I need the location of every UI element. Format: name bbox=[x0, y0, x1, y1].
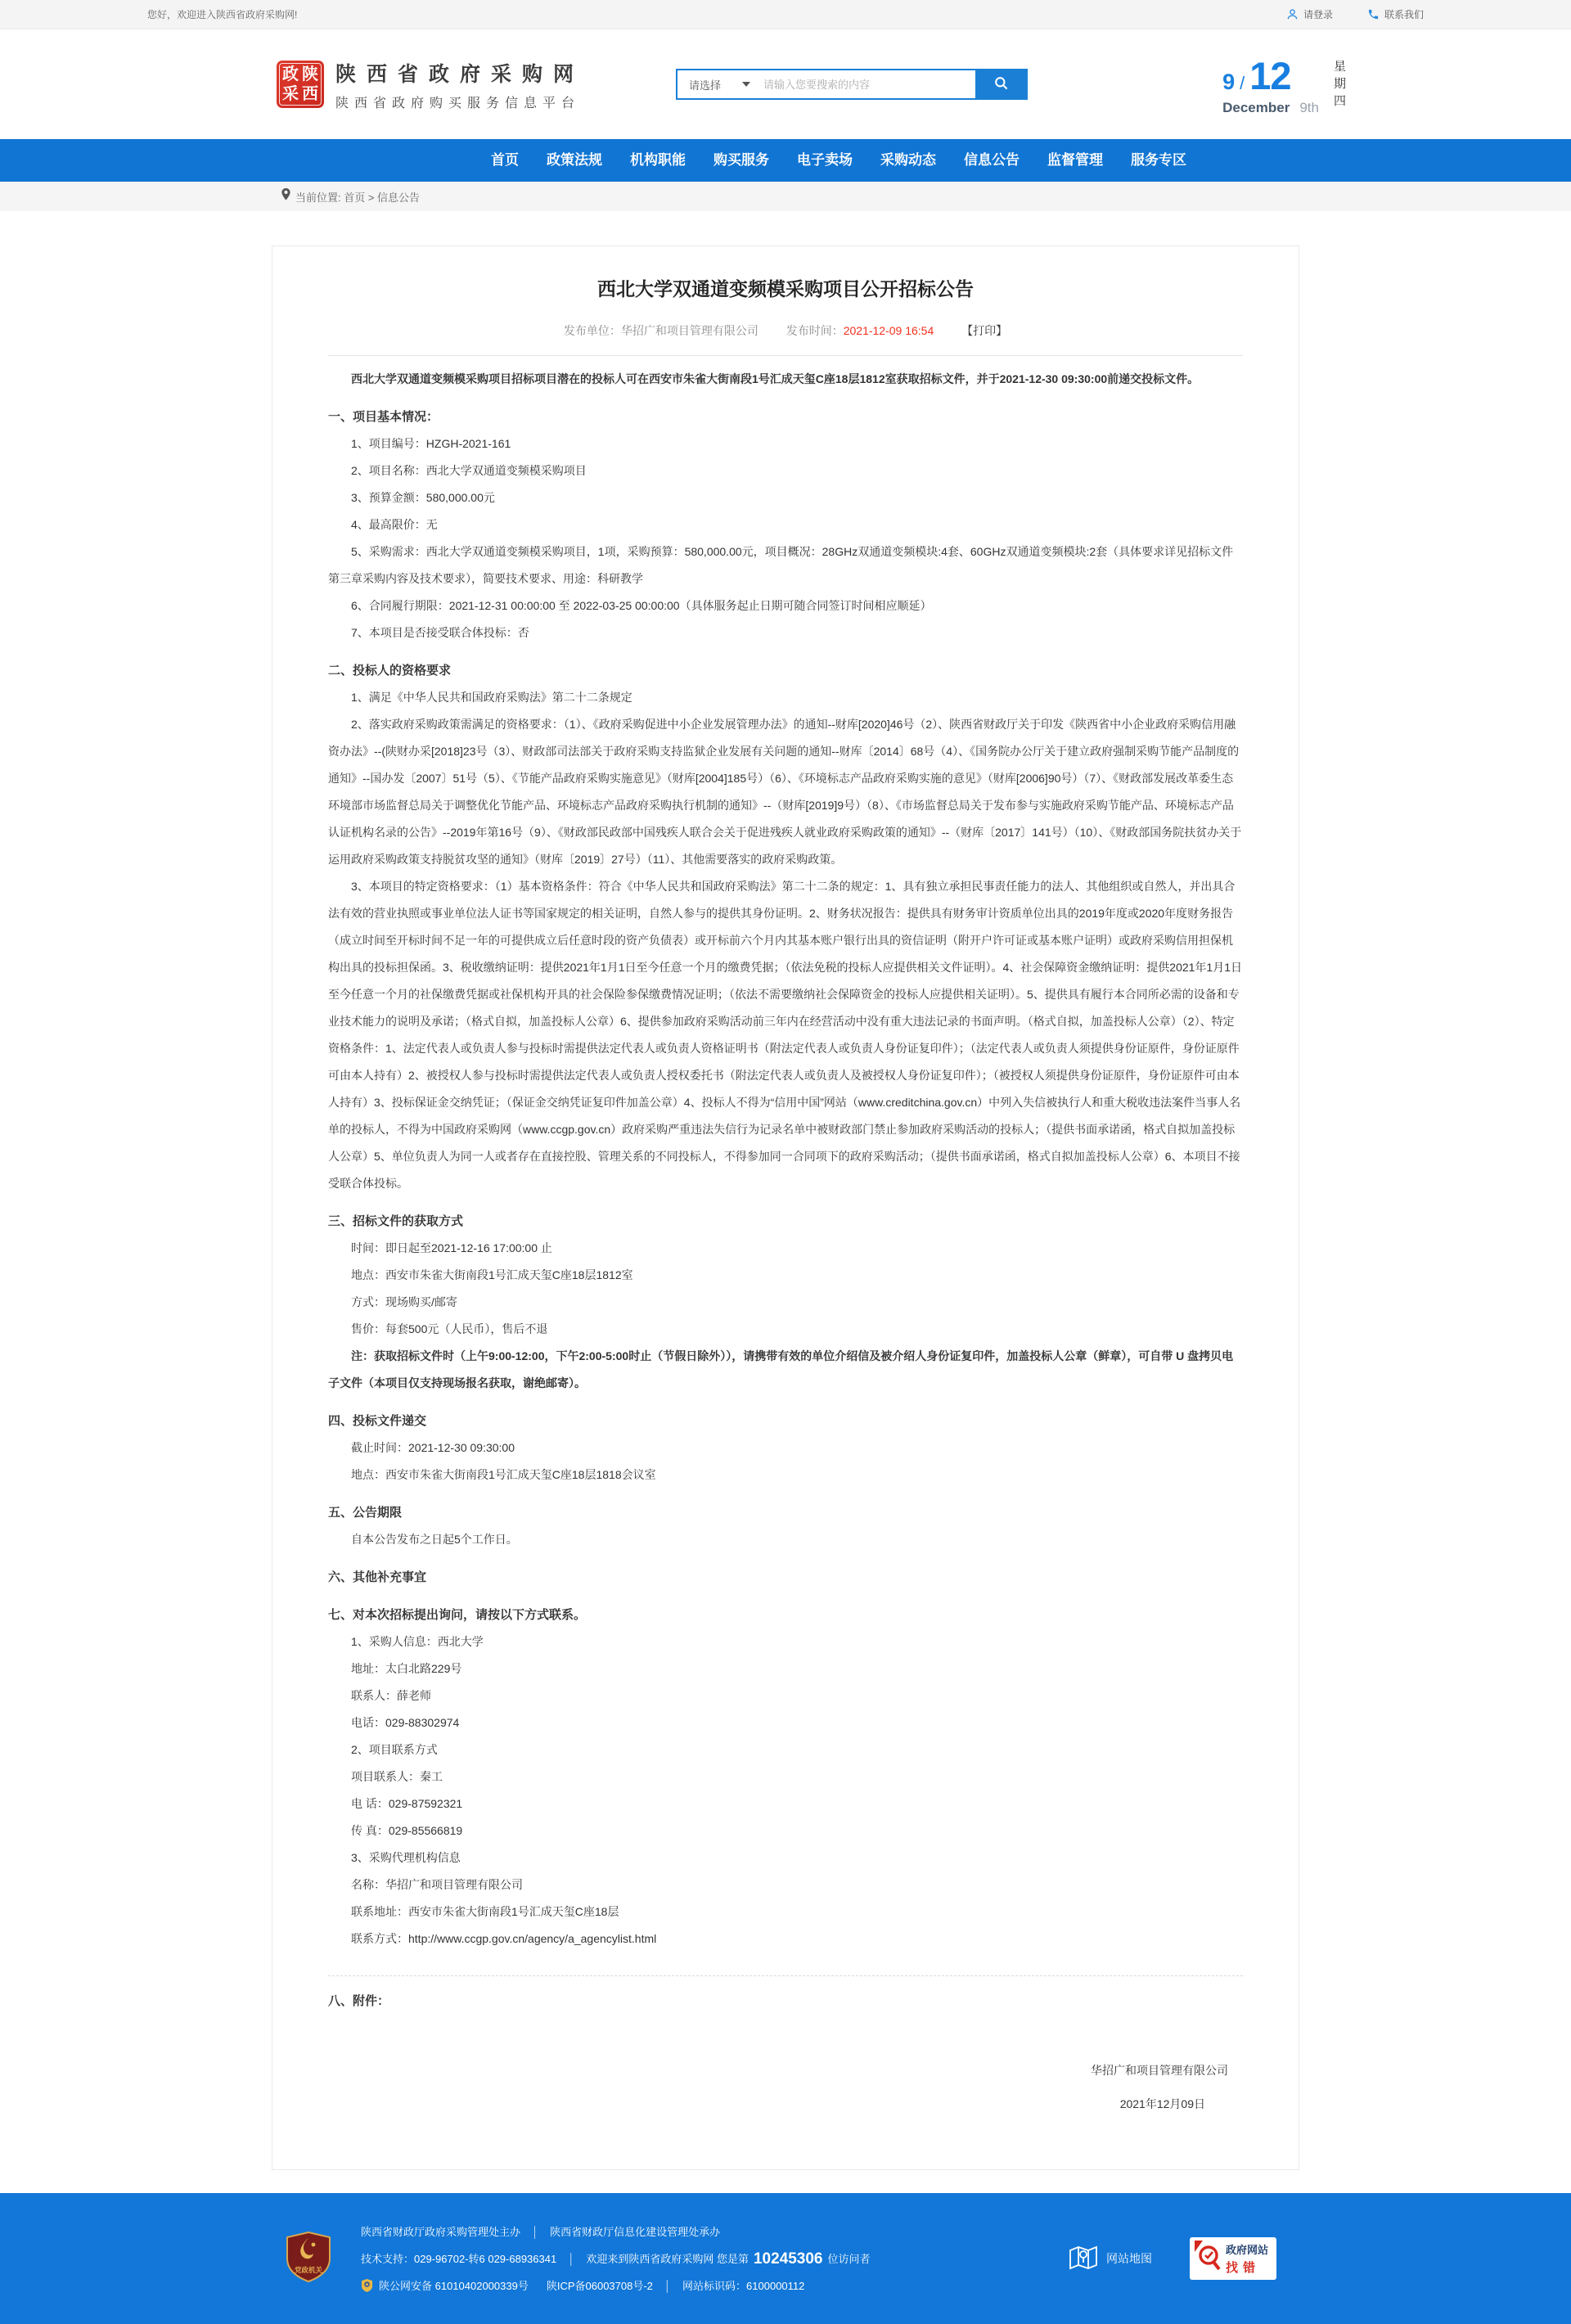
footer-tech-support: 技术支持：029-96702-转6 029-68936341 bbox=[361, 2252, 557, 2265]
site-name: 陕西省政府采购网 bbox=[335, 62, 585, 86]
weekday-char: 期 bbox=[1333, 76, 1346, 91]
sitemap-icon bbox=[1069, 2244, 1098, 2274]
weekday-label bbox=[1334, 53, 1346, 110]
sitemap-label: 网站地图 bbox=[1106, 2252, 1152, 2265]
logo-char: 陕 bbox=[302, 65, 318, 83]
nav-item[interactable]: 监督管理 bbox=[1047, 152, 1103, 168]
section-heading: 一、项目基本情况： bbox=[328, 410, 439, 424]
welcome-text: 您好，欢迎进入陕西省政府采购网! bbox=[147, 9, 298, 20]
date-day-num: 12 bbox=[1249, 53, 1291, 97]
footer-separator: │ bbox=[664, 2279, 672, 2292]
breadcrumb[interactable]: 当前位置: 首页 > 信息公告 bbox=[295, 191, 421, 204]
footer-separator: │ bbox=[568, 2252, 575, 2265]
weekday-char: 星 bbox=[1333, 59, 1346, 74]
error-report-icon bbox=[1195, 2241, 1222, 2277]
footer-visitor-text: 欢迎来到陕西省政府采购网 您是第 bbox=[586, 2252, 749, 2265]
chevron-down-icon bbox=[742, 82, 750, 87]
body-paragraph: 名称：华招广和项目管理有限公司 bbox=[351, 1878, 523, 1891]
nav-item[interactable]: 采购动态 bbox=[880, 152, 936, 168]
body-paragraph: 1、项目编号：HZGH-2021-161 bbox=[351, 437, 511, 450]
error-badge-sub: 找错 bbox=[1226, 2261, 1261, 2275]
logo-char: 西 bbox=[302, 85, 318, 103]
publish-time-value: 2021-12-09 16:54 bbox=[843, 324, 934, 337]
nav-item[interactable]: 服务专区 bbox=[1131, 152, 1186, 168]
attachment-divider bbox=[328, 1975, 1243, 1976]
section-heading: 七、对本次招标提出询问，请按以下方式联系。 bbox=[328, 1608, 587, 1622]
site-error-report-badge[interactable] bbox=[1190, 2237, 1276, 2280]
body-paragraph: 5、采购需求：西北大学双通道变频模采购项目，1项，采购预算：580,000.00元，项目概况：28GHz双通道变频模块:4套、60GHz双通道变频模块:2套（具体要求详见招标文件第三章采购内容及技术要求），简要技术要求、用途：科研教学 bbox=[328, 545, 1234, 585]
search-input[interactable] bbox=[760, 70, 975, 98]
weekday-char: 四 bbox=[1333, 93, 1346, 108]
nav-item[interactable]: 机构职能 bbox=[630, 152, 686, 168]
login-label: 请登录 bbox=[1303, 9, 1333, 20]
contact-label: 联系我们 bbox=[1384, 9, 1424, 20]
site-footer bbox=[0, 2193, 1571, 2324]
visitor-count: 10245306 bbox=[753, 2250, 823, 2268]
logo-char: 采 bbox=[282, 85, 299, 103]
nav-item[interactable]: 信息公告 bbox=[964, 152, 1020, 168]
error-badge-title: 政府网站 bbox=[1226, 2244, 1269, 2256]
signature-company: 华招广和项目管理有限公司 bbox=[1091, 2064, 1228, 2077]
nav-item[interactable]: 首页 bbox=[491, 152, 519, 168]
intro-paragraph: 西北大学双通道变频模采购项目招标项目潜在的投标人可在西安市朱雀大街南段1号汇成天玺C座18层1812室获取招标文件，并于2021-12-30 09:30:00前递交投标文件。 bbox=[351, 372, 1200, 385]
section-heading: 六、其他补充事宜 bbox=[328, 1570, 427, 1584]
publish-time-label: 发布时间： bbox=[786, 324, 844, 337]
user-icon bbox=[1286, 8, 1299, 20]
body-paragraph: 3、本项目的特定资格要求：（1）基本资格条件：符合《中华人民共和国政府采购法》第二十二条的规定：1、具有独立承担民事责任能力的法人、其他组织或自然人，并出具合法有效的营业执照或事业单位法人证书等国家规定的相关证明，自然人参与的提供其身份证明。2、财务状况报告：提供具有财务审计资质单位出具的2019年度或2020年度财务报告（成立时间至开标时间不足一年的可提供成立后任意时段的资产负债表）或开标前六个月内其基本账户银行出具的资信证明（附开户许可证或基本账户证明）或政府采购信用担保机构出具的投标担保函。3、税收缴纳证明：提供2021年1月1日至今任意一个月的缴费凭据；（依法免税的投标人应提供相关文件证明）。4、社会保障资金缴纳证明：提供2021年1月1日至今任意一个月的社保缴费凭据或社保机构开具的社会保险参保缴费情况证明；（依法不需要缴纳社会保障资金的投标人应提供相关证明）。5、提供具有履行本合同所必需的设备和专业技术能力的说明及承诺；（格式自拟，加盖投标人公章）6、提供参加政府采购活动前三年内在经营活动中没有重大违法记录的书面声明。（格式自拟，加盖投标人公章）（2）、特定资格条件：1、法定代表人或负责人参与投标时需提供法定代表人或负责人资格证明书（附法定代表人或负责人身份证复印件）；（法定代表人或负责人须提供身份证原件，身份证原件可由本人持有）2、被授权人参与投标时需提供法定代表人或负责人授权委托书（附法定代表人或负责人及被授权人身份证复印件）；（被授权人须提供身份证原件，身份证原件可由本人持有）3、投标保证金交纳凭证；（保证金交纳凭证复印件加盖公章）4、投标人不得为“信用中国”网站（www.creditchina.gov.cn）中列入失信被执行人和重大税收违法案件当事人名单的投标人，不得为中国政府采购网（www.ccgp.gov.cn）政府采购严重违法失信行为记录名单中被财政部门禁止参加政府采购活动的投标人；（提供书面承诺函，格式自拟加盖投标人公章）5、单位负责人为同一人或者存在直接控股、管理关系的不同投标人，不得参加同一合同项下的政府采购活动；（提供书面承诺函，格式自拟加盖投标人公章）6、本项目不接受联合体投标。 bbox=[328, 880, 1243, 1190]
government-emblem-icon bbox=[285, 2232, 332, 2286]
body-paragraph: 联系地址：西安市朱雀大街南段1号汇成天玺C座18层 bbox=[351, 1905, 619, 1918]
date-month-name: December bbox=[1222, 99, 1290, 115]
main-nav bbox=[0, 139, 1571, 182]
body-paragraph: 传 真：029-85566819 bbox=[351, 1824, 463, 1837]
nav-item[interactable]: 购买服务 bbox=[713, 152, 769, 168]
footer-beian: 陕公网安备 61010402000339号 bbox=[379, 2279, 529, 2292]
phone-icon bbox=[1367, 8, 1380, 20]
footer-icp: 陕ICP备06003708号-2 bbox=[546, 2279, 653, 2292]
search-category-select[interactable] bbox=[677, 70, 760, 98]
body-paragraph: 地点：西安市朱雀大街南段1号汇成天玺C座18层1818会议室 bbox=[351, 1468, 656, 1481]
logo-char: 政 bbox=[282, 65, 299, 83]
search-button[interactable] bbox=[975, 70, 1026, 98]
search-bar bbox=[676, 69, 1028, 100]
site-subtitle: 陕西省政府购买服务信息平台 bbox=[335, 96, 581, 110]
print-button[interactable]: 【打印】 bbox=[961, 324, 1008, 337]
footer-line-2 bbox=[361, 2245, 871, 2272]
article-body bbox=[328, 366, 1243, 2118]
body-paragraph: 3、预算金额：580,000.00元 bbox=[351, 491, 495, 504]
body-paragraph: 联系人：薛老师 bbox=[351, 1689, 431, 1702]
search-icon bbox=[993, 75, 1009, 93]
body-paragraph: 3、采购代理机构信息 bbox=[351, 1851, 461, 1864]
body-paragraph: 2、项目联系方式 bbox=[351, 1743, 438, 1756]
body-paragraph: 2、项目名称：西北大学双通道变频模采购项目 bbox=[351, 464, 587, 477]
nav-item[interactable]: 电子卖场 bbox=[797, 152, 853, 168]
body-paragraph: 售价：每套500元（人民币），售后不退 bbox=[351, 1322, 548, 1335]
top-bar bbox=[0, 0, 1571, 29]
site-header bbox=[0, 29, 1571, 139]
login-link[interactable] bbox=[1286, 7, 1333, 21]
body-paragraph: 项目联系人：秦工 bbox=[351, 1770, 443, 1783]
body-paragraph: 地址：太白北路229号 bbox=[351, 1662, 462, 1675]
breadcrumb-bar bbox=[0, 182, 1571, 211]
footer-line-3 bbox=[361, 2272, 871, 2299]
divider bbox=[328, 355, 1243, 356]
section-heading: 二、投标人的资格要求 bbox=[328, 664, 452, 678]
footer-site-code: 网站标识码：6100000112 bbox=[682, 2279, 805, 2292]
location-pin-icon bbox=[281, 188, 290, 205]
section-heading: 八、附件： bbox=[328, 1994, 390, 2008]
body-paragraph: 截止时间：2021-12-30 09:30:00 bbox=[351, 1441, 515, 1454]
body-paragraph: 6、合同履行期限：2021-12-31 00:00:00 至 2022-03-25 00:00:00（具体服务起止日期可随合同签订时间相应顺延） bbox=[351, 599, 932, 612]
body-paragraph: 方式：现场购买/邮寄 bbox=[351, 1295, 457, 1308]
body-paragraph: 4、最高限价：无 bbox=[351, 518, 438, 531]
police-badge-icon bbox=[361, 2279, 373, 2292]
body-paragraph: 7、本项目是否接受联合体投标：否 bbox=[351, 626, 529, 639]
announcement-card bbox=[272, 245, 1299, 2170]
nav-item[interactable]: 政策法规 bbox=[547, 152, 602, 168]
publish-time bbox=[786, 324, 937, 337]
body-paragraph: 时间：即日起至2021-12-16 17:00:00 止 bbox=[351, 1241, 552, 1254]
signature-date: 2021年12月09日 bbox=[1119, 2097, 1205, 2110]
date-month-num: 9 bbox=[1222, 69, 1236, 94]
body-paragraph: 1、满足《中华人民共和国政府采购法》第二十二条规定 bbox=[351, 691, 632, 704]
body-paragraph: 注：获取招标文件时（上午9:00-12:00，下午2:00-5:00时止（节假日除外）），请携带有效的单位介绍信及被介绍人身份证复印件，加盖投标人公章（鲜章），可自带 U 盘拷贝电子文件（本项目仅支持现场报名获取，谢绝邮寄）。 bbox=[328, 1349, 1234, 1389]
date-widget bbox=[1222, 53, 1346, 116]
contact-link[interactable] bbox=[1367, 7, 1424, 21]
footer-visitor-tail: 位访问者 bbox=[827, 2252, 871, 2265]
section-heading: 五、公告期限 bbox=[328, 1506, 403, 1520]
page-title: 西北大学双通道变频模采购项目公开招标公告 bbox=[597, 278, 974, 300]
body-paragraph: 自本公告发布之日起5个工作日。 bbox=[351, 1533, 518, 1546]
body-paragraph: 电 话：029-87592321 bbox=[351, 1797, 463, 1810]
site-logo bbox=[277, 58, 584, 111]
svg-text:党政机关: 党政机关 bbox=[294, 2265, 323, 2274]
body-paragraph: 2、落实政府采购政策需满足的资格要求：（1）、《政府采购促进中小企业发展管理办法》的通知--财库[2020]46号（2）、陕西省财政厅关于印发《陕西省中小企业政府采购信用融资办法》--(陕财办采[2018]23号（3）、财政部司法部关于政府采购支持监狱企业发展有关问题的通知--财库〔2014〕68号（4）、《国务院办公厅关于建立政府强制采购节能产品制度的通知》--国办发〔2007〕51号（5）、《节能产品政府采购实施意见》（财库[2004]185号）（6）、《环境标志产品政府采购实施的意见》（财库[2006]90号）（7）、《财政部发展改革委生态环境部市场监督总局关于调整优化节能产品、环境标志产品政府采购执行机制的通知》--（财库[2019]9号）（8）、《市场监督总局关于发布参与实施政府采购节能产品、环境标志产品认证机构名录的公告》--2019年第16号（9）、《财政部民政部中国残疾人联合会关于促进残疾人就业政府采购政策的通知》--（财库〔2017〕141号）（10）、《财政部国务院扶贫办关于运用政府采购政策支持脱贫攻坚的通知》（财库〔2019〕27号）（11）、其他需要落实的政府采购政策。 bbox=[328, 718, 1242, 866]
date-separator: / bbox=[1240, 72, 1245, 93]
publisher-label: 发布单位：华招广和项目管理有限公司 bbox=[563, 324, 758, 337]
nav-menu bbox=[147, 139, 1424, 182]
body-paragraph: 地点：西安市朱雀大街南段1号汇成天玺C座18层1812室 bbox=[351, 1268, 633, 1281]
date-ordinal: 9th bbox=[1299, 99, 1319, 115]
body-paragraph: 电话：029-88302974 bbox=[351, 1716, 460, 1729]
logo-seal-icon bbox=[277, 61, 324, 108]
section-heading: 四、投标文件递交 bbox=[328, 1414, 427, 1428]
section-heading: 三、招标文件的获取方式 bbox=[328, 1214, 464, 1228]
article-meta bbox=[328, 322, 1243, 339]
footer-line-1 bbox=[361, 2218, 871, 2245]
footer-undertake-org: 陕西省财政厅信息化建设管理处承办 bbox=[550, 2225, 721, 2238]
footer-host-org: 陕西省财政厅政府采购管理处主办 bbox=[361, 2225, 521, 2238]
search-category-label: 请选择 bbox=[689, 79, 722, 92]
body-paragraph: 1、采购人信息：西北大学 bbox=[351, 1635, 484, 1648]
body-paragraph: 联系方式：http://www.ccgp.gov.cn/agency/a_agencylist.html bbox=[351, 1932, 657, 1945]
sitemap-link[interactable] bbox=[1069, 2244, 1152, 2274]
footer-separator: │ bbox=[532, 2225, 539, 2238]
